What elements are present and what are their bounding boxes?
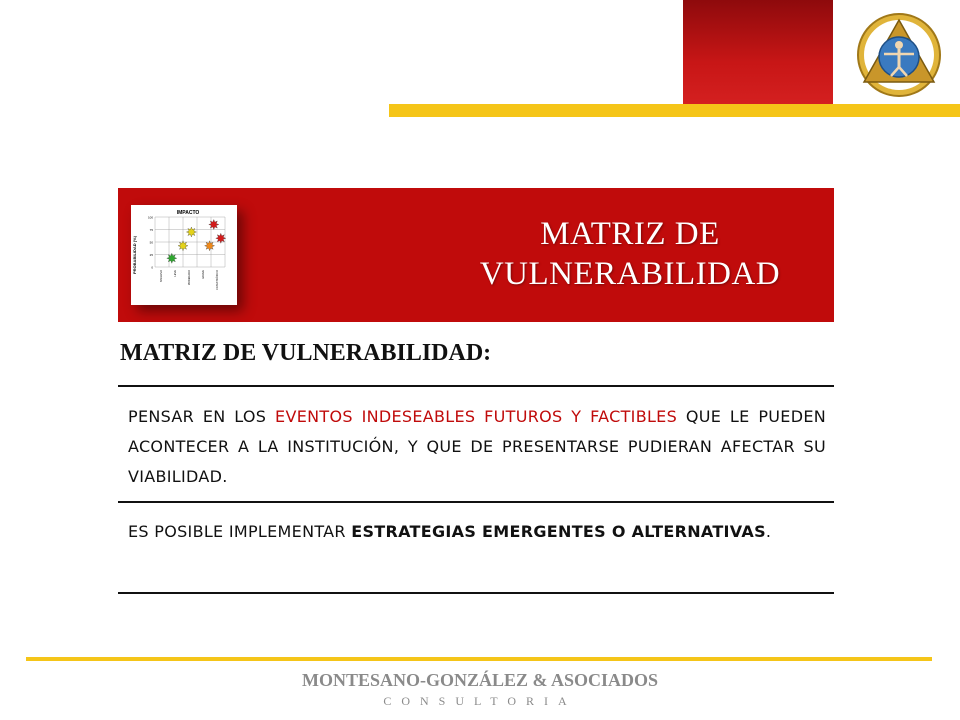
thumbnail-title: IMPACTO (176, 210, 200, 216)
paragraph-2-highlight: ESTRATEGIAS EMERGENTES O ALTERNATIVAS (351, 522, 766, 541)
risk-marker (167, 253, 177, 263)
paragraph-1 (128, 402, 826, 492)
paragraph-2 (128, 517, 826, 547)
thumbnail-xtick: CATASTRÓFICO (216, 270, 219, 290)
footer-company-name: MONTESANO-GONZÁLEZ & ASOCIADOS (301, 670, 659, 690)
risk-marker (178, 241, 188, 251)
footer-subtitle: CONSULTORIA (383, 694, 577, 708)
paragraph-1-text-a: PENSAR EN LOS (128, 407, 276, 426)
divider-3 (118, 592, 834, 594)
divider-1 (118, 385, 834, 387)
thumbnail-ytick: 75 (149, 228, 153, 232)
header-gold-bar (389, 104, 960, 117)
risk-matrix-chart (131, 205, 237, 305)
paragraph-1-highlight: EVENTOS INDESEABLES FUTUROS Y FACTIBLES (275, 407, 678, 426)
risk-marker (209, 220, 219, 230)
section-heading: MATRIZ DE VULNERABILIDAD: (120, 340, 492, 366)
thumbnail-xtick: GRAVE (202, 270, 205, 279)
thumbnail-xtick: MODERADO (188, 270, 191, 286)
paragraph-2-text-b: . (765, 522, 772, 541)
footer-gold-bar (26, 657, 932, 661)
company-logo (856, 12, 942, 98)
paragraph-1-text-b: QUE LE PUEDEN ACONTECER A LA INSTITUCIÓN, Y QUE DE PRESENTARSE PUDIERAN AFECTAR SU VIABILIDAD. (128, 407, 826, 486)
slide-title: MATRIZ DE VULNERABILIDAD (479, 216, 781, 292)
thumbnail-ylabel: PROBABILIDAD (%) (132, 236, 137, 274)
thumbnail-xtick: NINGUNO (160, 270, 163, 283)
thumbnail-xticks (159, 270, 219, 290)
thumbnail-markers (167, 220, 226, 264)
thumbnail-ytick: 50 (149, 240, 153, 245)
risk-marker (205, 241, 215, 251)
header-red-block (683, 0, 833, 105)
thumbnail-yticks (148, 216, 153, 270)
paragraph-2-text-a: ES POSIBLE IMPLEMENTAR (128, 522, 352, 541)
thumbnail-xtick: LEVE (174, 270, 177, 277)
thumbnail-ytick: 25 (149, 253, 153, 257)
risk-marker (216, 233, 226, 243)
risk-matrix-thumbnail (131, 205, 237, 305)
risk-marker (186, 227, 196, 237)
thumbnail-ytick: 0 (151, 265, 153, 270)
thumbnail-ytick: 100 (147, 215, 153, 220)
divider-2 (118, 501, 834, 503)
